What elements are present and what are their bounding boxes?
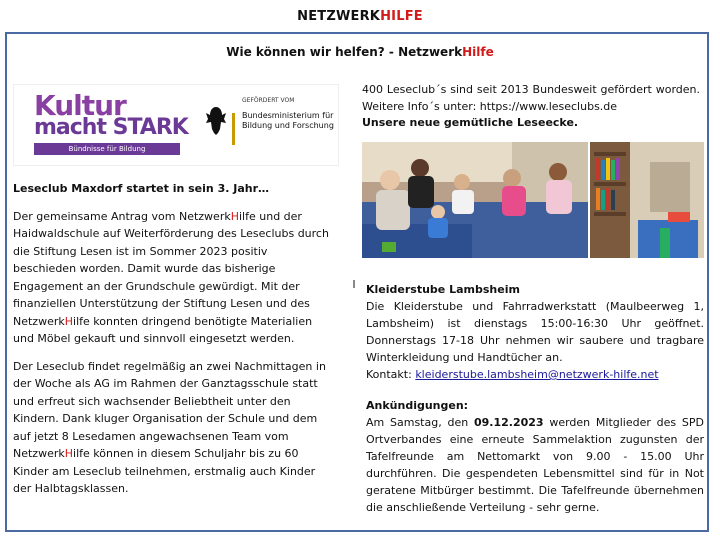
flag-bar bbox=[232, 113, 235, 145]
article-paragraph-2 bbox=[13, 358, 331, 498]
leseclub-article bbox=[13, 180, 331, 508]
sponsor-logos bbox=[13, 84, 339, 166]
ankuendigungen-title: Ankündigungen: bbox=[366, 399, 469, 412]
ank-date: 09.12.2023 bbox=[473, 416, 544, 429]
headline-text: Wie können wir helfen? - Netzwerk bbox=[226, 45, 463, 59]
kontakt-line bbox=[366, 366, 704, 383]
bm-name: Bundesministerium für Bildung und Forschung bbox=[242, 111, 334, 130]
bm-small-text: GEFÖRDERT VOM bbox=[242, 97, 295, 104]
kultur-line2: macht STARK bbox=[34, 115, 188, 140]
brand-title bbox=[0, 9, 720, 24]
ankuendigungen-text bbox=[366, 414, 704, 516]
p2-b: ilfe können in diesem Schuljahr bis zu 60 Kinder am Leseclub teilnehmen, erstmalig auch Kinder der Halbtagsklassen. bbox=[13, 447, 316, 495]
kleiderstube-section bbox=[366, 281, 704, 383]
headline-red: Hilfe bbox=[462, 45, 494, 59]
kultur-sub: Bündnisse für Bildung bbox=[34, 143, 180, 155]
divider-mark bbox=[353, 280, 355, 288]
ank-b: werden Mitglieder des SPD Ortverbandes eine erneute Sammelaktion zugunsten der Tafelfreunde am Nettomarkt von 9.00 - 15.00 Uhr durchführen. Die gespendeten Lebensmittel sind für in Not geratene Mitbürger bestimmt. Die Tafelfreunde übernehmen die anschließende Verteilung - sehr gerne. bbox=[366, 416, 704, 514]
article-title: Leseclub Maxdorf startet in sein 3. Jahr… bbox=[13, 182, 270, 195]
p1-h2: H bbox=[64, 314, 74, 328]
kontakt-label: Kontakt: bbox=[366, 368, 416, 381]
brand-red: HILFE bbox=[380, 9, 423, 24]
reading-corner-photo bbox=[362, 142, 588, 258]
kleiderstube-text: Die Kleiderstube und Fahrradwerkstatt (Maulbeerweg 1, Lambsheim) ist dienstags 15:00-16:30 Uhr geöffnet. Donnerstags 17-18 Uhr nehmen wir saubere und tragbare Winterkleidung und Handtücher an. bbox=[366, 300, 704, 364]
article-paragraph-1 bbox=[13, 208, 331, 348]
kultur-macht-stark-logo bbox=[34, 89, 188, 140]
kleiderstube-title: Kleiderstube Lambsheim bbox=[366, 283, 520, 296]
ank-a: Am Samstag, den bbox=[366, 416, 474, 429]
p1-c: ilfe konnten dringend benötigte Materialien und Möbel gekauft und sinnvoll eingesetzt werden. bbox=[13, 314, 313, 345]
eagle-icon bbox=[204, 103, 228, 139]
headline bbox=[0, 45, 720, 59]
intro-text: 400 Leseclub´s sind seit 2013 Bundesweit gefördert worden. Weitere Info´s unter: https://www.leseclubs.de bbox=[362, 83, 700, 113]
p2-h: H bbox=[64, 447, 74, 460]
p2-a: Der Leseclub findet regelmäßig an zwei Nachmittagen in der Woche als AG im Rahmen der Ganztagsschule statt und erfreut sich wachsender Beliebtheit unter den Kindern. Dank kluger Organisation der Schule und dem auf jetzt 8 Lesedamen angewachsenen Team vom Netzwerk bbox=[13, 359, 326, 460]
brand-black: NETZWERK bbox=[297, 9, 381, 24]
ankuendigungen-section bbox=[366, 397, 704, 516]
kultur-line1: Kultur bbox=[34, 89, 126, 122]
intro-text-2: Unsere neue gemütliche Leseecke. bbox=[362, 116, 579, 129]
p1-a: Der gemeinsame Antrag vom Netzwerk bbox=[13, 209, 231, 223]
leseclub-info bbox=[362, 82, 700, 132]
kontakt-email-link[interactable]: kleiderstube.lambsheim@netzwerk-hilfe.net bbox=[415, 368, 659, 381]
bookshelf-photo bbox=[590, 142, 704, 258]
p1-h: H bbox=[230, 209, 239, 223]
p1-b: ilfe und der Haidwaldschule auf Weiterförderung des Leseclubs durch die Stiftung Lesen ist im Sommer 2023 positiv beschieden worden. Damit wurde das bisherige Engagement an der Grundschule gewürdigt. Mit der finanziellen Unterstützung der Stiftung Lesen und des Netzwerk bbox=[13, 209, 329, 328]
